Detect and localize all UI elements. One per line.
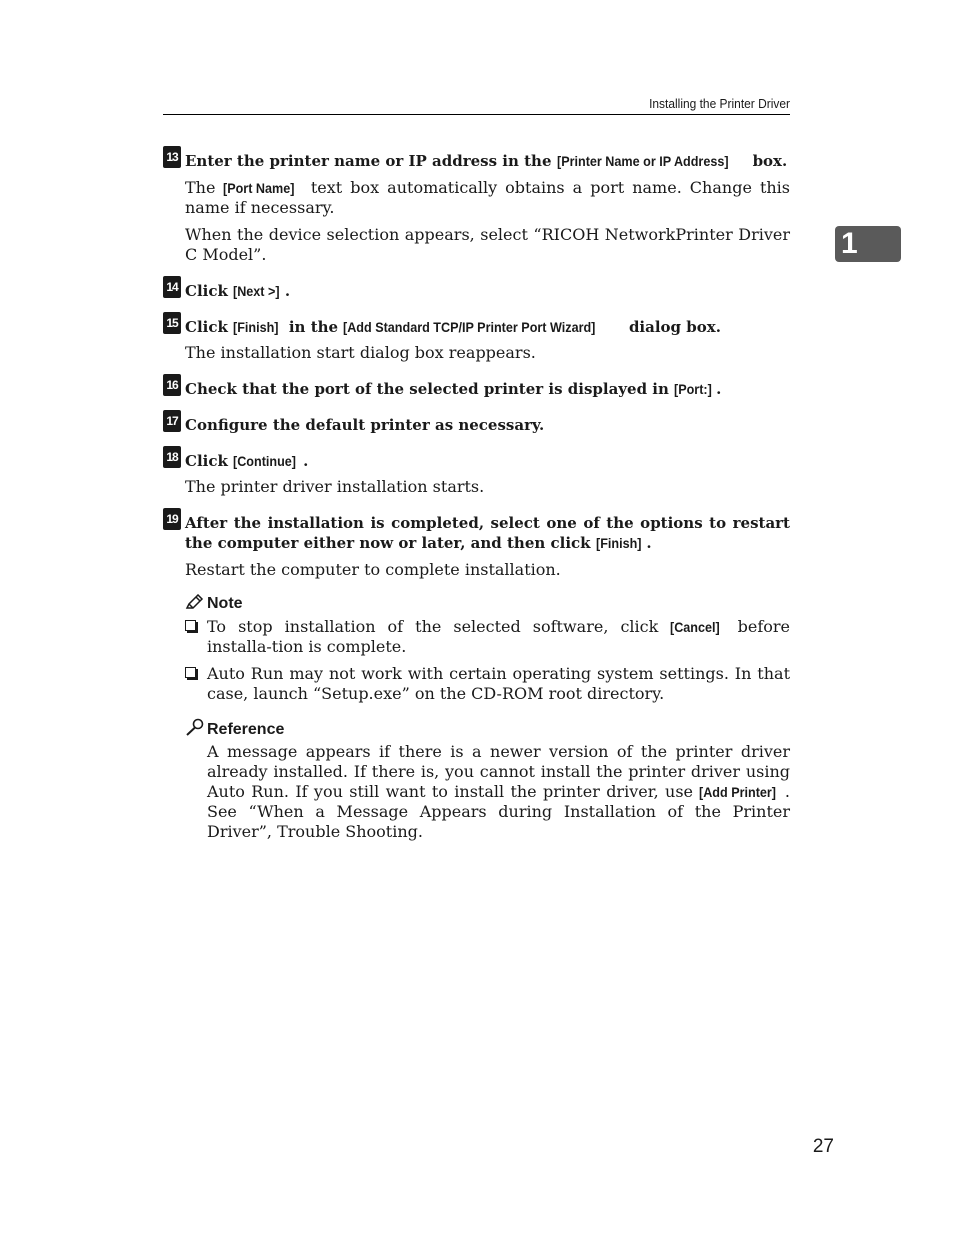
running-header: Installing the Printer Driver	[649, 96, 790, 111]
ui-label-finish-2: [Finish]	[595, 535, 642, 551]
step-18-instruction: Click [Continue] .	[185, 452, 309, 470]
chapter-number: 1	[841, 227, 858, 260]
header-rule	[163, 114, 790, 115]
step-19-body: Restart the computer to complete installation.	[185, 560, 561, 579]
step-16-instruction: Check that the port of the selected printer is displayed in [Port:] .	[185, 380, 722, 398]
step-15-body: The installation start dialog box reappears.	[185, 343, 536, 362]
step-number-19: 19	[163, 508, 181, 530]
step-number-14: 14	[163, 276, 181, 298]
step-13-body-1: The [Port Name] text box automatically obtains a port name. Change this name if necessary.	[185, 178, 791, 217]
step-number-15: 15	[163, 312, 181, 334]
note-item-1: To stop installation of the selected software, click [Cancel] before installa-tion is complete.	[185, 617, 790, 657]
ui-label-add-printer: [Add Printer]	[699, 784, 777, 800]
ui-label-port-name: [Port Name]	[223, 180, 295, 196]
step-number-13: 13	[163, 146, 181, 168]
step-number-16: 16	[163, 374, 181, 396]
reference-heading: Reference	[185, 718, 284, 740]
step-18-body: The printer driver installation starts.	[185, 477, 485, 496]
step-number-18: 18	[163, 446, 181, 468]
note-heading: Note	[185, 594, 243, 614]
checkbox-bullet-icon	[185, 620, 196, 631]
magnifier-icon	[185, 718, 205, 736]
step-13-body-2: When the device selection appears, select “RICOH NetworkPrinter Driver C Model”.	[185, 225, 790, 264]
step-13-instruction: Enter the printer name or IP address in the [Printer Name or IP Address] box.	[185, 152, 788, 170]
ui-label-port: [Port:]	[674, 381, 712, 397]
ui-label-continue: [Continue]	[233, 453, 297, 469]
step-19-instruction: After the installation is completed, select one of the options to restart the computer either now or later, and then click [Finish] .	[185, 514, 790, 552]
checkbox-bullet-icon	[185, 667, 196, 678]
step-14-instruction: Click [Next >] .	[185, 282, 291, 300]
note-item-2: Auto Run may not work with certain operating system settings. In that case, launch “Setup.exe” on the CD-ROM root directory.	[185, 664, 790, 704]
step-number-17: 17	[163, 410, 181, 432]
ui-label-next: [Next >]	[233, 283, 280, 299]
reference-body: A message appears if there is a newer version of the printer driver already installed. If there is, you cannot install the printer driver using Auto Run. If you still want to install the printer driver, use [Add Printer] . See “When a Message Appears during Installation of the Printer Driver”, Trouble Shooting.	[207, 742, 790, 841]
ui-label-cancel: [Cancel]	[670, 619, 721, 635]
ui-label-finish: [Finish]	[233, 319, 279, 335]
ui-label-printer-name: [Printer Name or IP Address]	[556, 153, 729, 169]
page-number: 27	[812, 1136, 834, 1157]
step-15-instruction: Click [Finish] in the [Add Standard TCP/IP Printer Port Wizard] dialog box.	[185, 318, 721, 336]
pencil-icon	[185, 594, 205, 610]
ui-label-port-wizard: [Add Standard TCP/IP Printer Port Wizard]	[343, 319, 596, 335]
step-17-instruction: Configure the default printer as necessary.	[185, 416, 545, 434]
chapter-tab	[835, 226, 901, 262]
